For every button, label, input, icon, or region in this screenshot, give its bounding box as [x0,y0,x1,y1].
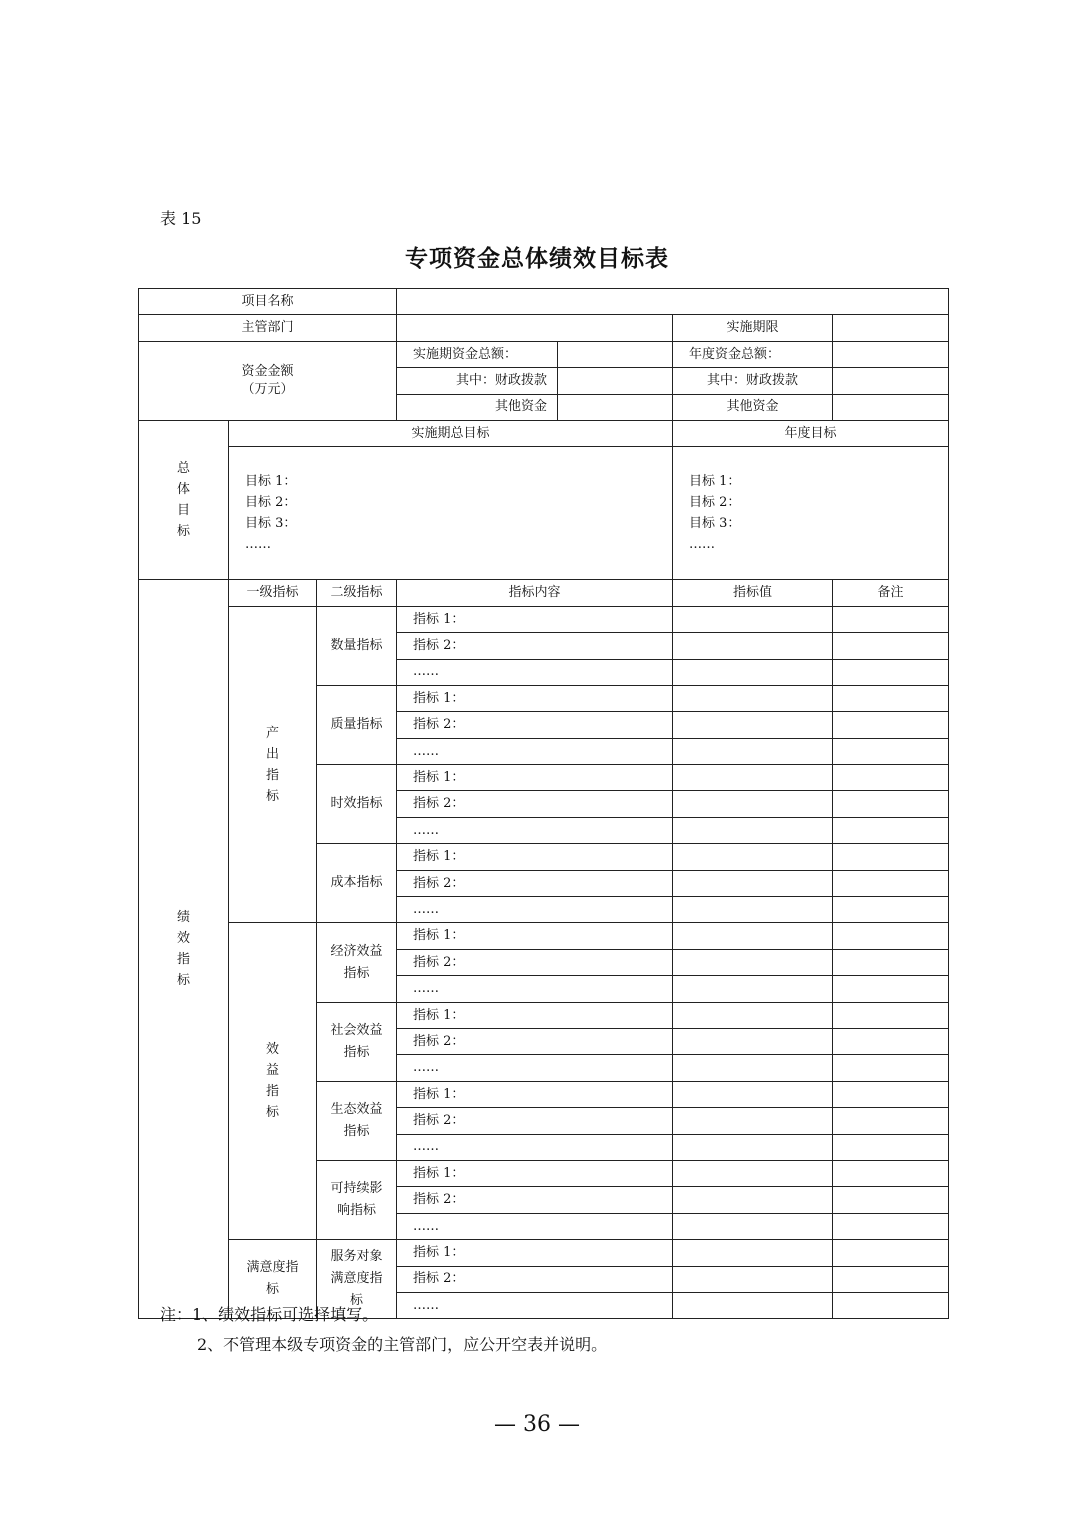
indicator-value-cell[interactable] [673,923,833,949]
indicator-content-cell[interactable]: 指标 2： [397,633,673,659]
table-number: 表 15 [160,209,202,228]
note-1: 注：1、绩效指标可选择填写。 [160,1305,379,1324]
indicator-remark-cell[interactable] [833,817,949,843]
period-fiscal-label: 其中：财政拨款 [397,368,558,394]
indicator-remark-cell[interactable] [833,1213,949,1239]
period-other-label: 其他资金 [397,394,558,420]
indicator-remark-cell[interactable] [833,1240,949,1266]
indicator-content-cell[interactable]: 指标 2： [397,1028,673,1054]
indicator-value-cell[interactable] [673,870,833,896]
row-fund-total [139,341,949,367]
indicator-remark-cell[interactable] [833,1187,949,1213]
page-title: 专项资金总体绩效目标表 [405,245,669,272]
annual-goal-field[interactable] [673,447,949,580]
indicator-remark-cell[interactable] [833,685,949,711]
goal-line: 目标 3： [689,516,741,532]
indicator-remark-cell[interactable] [833,1266,949,1292]
indicator-remark-cell[interactable] [833,1108,949,1134]
indicator-remark-cell[interactable] [833,1055,949,1081]
indicator-content-cell[interactable]: …… [397,1055,673,1081]
level2-indicator-label: 时效指标 [317,765,397,844]
level1-indicator-label: 产出指标 [229,606,317,923]
indicator-content-cell[interactable]: 指标 1： [397,1081,673,1107]
goal-line: …… [689,537,715,553]
goal-line: …… [245,537,271,553]
indicator-remark-cell[interactable] [833,1292,949,1318]
level1-indicator-label: 满意度指标 [229,1240,317,1319]
indicator-value-cell[interactable] [673,1160,833,1186]
indicator-content-cell[interactable]: 指标 1： [397,1002,673,1028]
annual-fiscal-field[interactable] [833,368,949,394]
goal-line: 目标 1： [689,474,741,490]
indicator-row [139,606,949,632]
indicator-value-cell[interactable] [673,1134,833,1160]
indicator-remark-cell[interactable] [833,844,949,870]
value-header: 指标值 [673,580,833,606]
indicator-value-cell[interactable] [673,1187,833,1213]
indicator-value-cell[interactable] [673,949,833,975]
indicator-remark-cell[interactable] [833,1160,949,1186]
indicator-remark-cell[interactable] [833,1081,949,1107]
period-other-field[interactable] [558,394,673,420]
fund-unit-label: （万元） [241,381,294,397]
indicator-content-cell[interactable]: 指标 2： [397,791,673,817]
page-number: — 36 — [494,1412,580,1437]
row-indicator-headers [139,580,949,606]
period-goal-header: 实施期总目标 [229,420,673,446]
indicator-remark-cell[interactable] [833,976,949,1002]
indicator-content-cell[interactable]: …… [397,659,673,685]
indicator-value-cell[interactable] [673,791,833,817]
indicator-content-cell[interactable]: 指标 1： [397,765,673,791]
level2-indicator-label: 社会效益指标 [317,1002,397,1081]
indicator-content-cell[interactable]: …… [397,976,673,1002]
indicator-remark-cell[interactable] [833,923,949,949]
indicator-content-cell[interactable]: …… [397,817,673,843]
indicator-content-cell[interactable]: 指标 1： [397,606,673,632]
indicator-value-cell[interactable] [673,817,833,843]
level2-indicator-label: 成本指标 [317,844,397,923]
indicator-row [139,923,949,949]
period-total-field[interactable] [558,341,673,367]
annual-total-label: 年度资金总额： [673,341,833,367]
indicator-remark-cell[interactable] [833,712,949,738]
indicator-remark-cell[interactable] [833,1028,949,1054]
goal-line: 目标 2： [245,495,297,511]
department-label: 主管部门 [139,315,397,341]
annual-goal-header: 年度目标 [673,420,949,446]
fund-amount-label: 资金金额 [241,364,294,380]
indicator-value-cell[interactable] [673,606,833,632]
indicator-value-cell[interactable] [673,1266,833,1292]
period-total-label: 实施期资金总额： [397,341,558,367]
indicator-content-cell[interactable]: 指标 1： [397,844,673,870]
indicator-value-cell[interactable] [673,633,833,659]
level2-indicator-label: 生态效益指标 [317,1081,397,1160]
period-label: 实施期限 [673,315,833,341]
level2-indicator-label: 经济效益指标 [317,923,397,1002]
level1-indicator-label: 效益指标 [229,923,317,1240]
indicator-value-cell[interactable] [673,1055,833,1081]
row-goal-headers [139,420,949,446]
indicator-value-cell[interactable] [673,1081,833,1107]
level2-indicator-label: 可持续影响指标 [317,1160,397,1239]
indicator-value-cell[interactable] [673,685,833,711]
content-header: 指标内容 [397,580,673,606]
level2-header: 二级指标 [317,580,397,606]
remark-header: 备注 [833,580,949,606]
indicator-content-cell[interactable]: 指标 1： [397,923,673,949]
indicator-remark-cell[interactable] [833,738,949,764]
level2-indicator-label: 服务对象满意度指标 [317,1240,397,1319]
indicator-value-cell[interactable] [673,844,833,870]
indicator-content-cell[interactable]: …… [397,1292,673,1318]
indicator-value-cell[interactable] [673,1213,833,1239]
indicator-value-cell[interactable] [673,1292,833,1318]
row-department [139,315,949,341]
indicator-remark-cell[interactable] [833,1134,949,1160]
indicator-value-cell[interactable] [673,976,833,1002]
annual-other-field[interactable] [833,394,949,420]
note-2: 2、不管理本级专项资金的主管部门，应公开空表并说明。 [197,1335,608,1354]
indicator-content-cell[interactable]: 指标 2： [397,870,673,896]
indicator-content-cell[interactable]: …… [397,1213,673,1239]
indicator-remark-cell[interactable] [833,765,949,791]
period-fiscal-field[interactable] [558,368,673,394]
fund-amount-cell [139,341,397,420]
indicator-remark-cell[interactable] [833,897,949,923]
indicator-remark-cell[interactable] [833,659,949,685]
annual-total-field[interactable] [833,341,949,367]
row-goal-body [139,447,949,580]
indicator-value-cell[interactable] [673,765,833,791]
indicator-value-cell[interactable] [673,1028,833,1054]
indicator-remark-cell[interactable] [833,949,949,975]
performance-goal-table [138,288,949,1319]
indicator-value-cell[interactable] [673,1002,833,1028]
level1-header: 一级指标 [229,580,317,606]
goal-line: 目标 2： [689,495,741,511]
level2-indicator-label: 数量指标 [317,606,397,685]
row-project-name [139,289,949,315]
indicator-content-cell[interactable]: 指标 2： [397,712,673,738]
period-field[interactable] [833,315,949,341]
indicator-value-cell[interactable] [673,1240,833,1266]
indicator-remark-cell[interactable] [833,791,949,817]
indicator-content-cell[interactable]: 指标 1： [397,1240,673,1266]
notes [160,1300,607,1360]
project-name-label: 项目名称 [139,289,397,315]
indicator-content-cell[interactable]: 指标 2： [397,1266,673,1292]
indicator-content-cell[interactable]: …… [397,897,673,923]
indicator-value-cell[interactable] [673,897,833,923]
goal-line: 目标 1： [245,474,297,490]
indicator-remark-cell[interactable] [833,870,949,896]
indicator-content-cell[interactable]: …… [397,738,673,764]
indicator-value-cell[interactable] [673,712,833,738]
indicator-content-cell[interactable]: 指标 2： [397,1187,673,1213]
indicator-content-cell[interactable]: 指标 2： [397,949,673,975]
indicator-remark-cell[interactable] [833,606,949,632]
indicator-content-cell[interactable]: 指标 2： [397,1108,673,1134]
indicator-value-cell[interactable] [673,738,833,764]
indicator-content-cell[interactable]: 指标 1： [397,1160,673,1186]
level2-indicator-label: 质量指标 [317,685,397,764]
indicator-remark-cell[interactable] [833,633,949,659]
indicator-remark-cell[interactable] [833,1002,949,1028]
indicator-content-cell[interactable]: 指标 1： [397,685,673,711]
period-goal-field[interactable] [229,447,673,580]
department-field[interactable] [397,315,673,341]
project-name-field[interactable] [397,289,949,315]
goal-line: 目标 3： [245,516,297,532]
indicator-row [139,1240,949,1266]
indicator-value-cell[interactable] [673,659,833,685]
indicator-content-cell[interactable]: …… [397,1134,673,1160]
perf-indicators-label: 绩效指标 [139,580,229,1319]
annual-other-label: 其他资金 [673,394,833,420]
indicator-value-cell[interactable] [673,1108,833,1134]
annual-fiscal-label: 其中：财政拨款 [673,368,833,394]
overall-goal-label: 总体目标 [139,420,229,579]
